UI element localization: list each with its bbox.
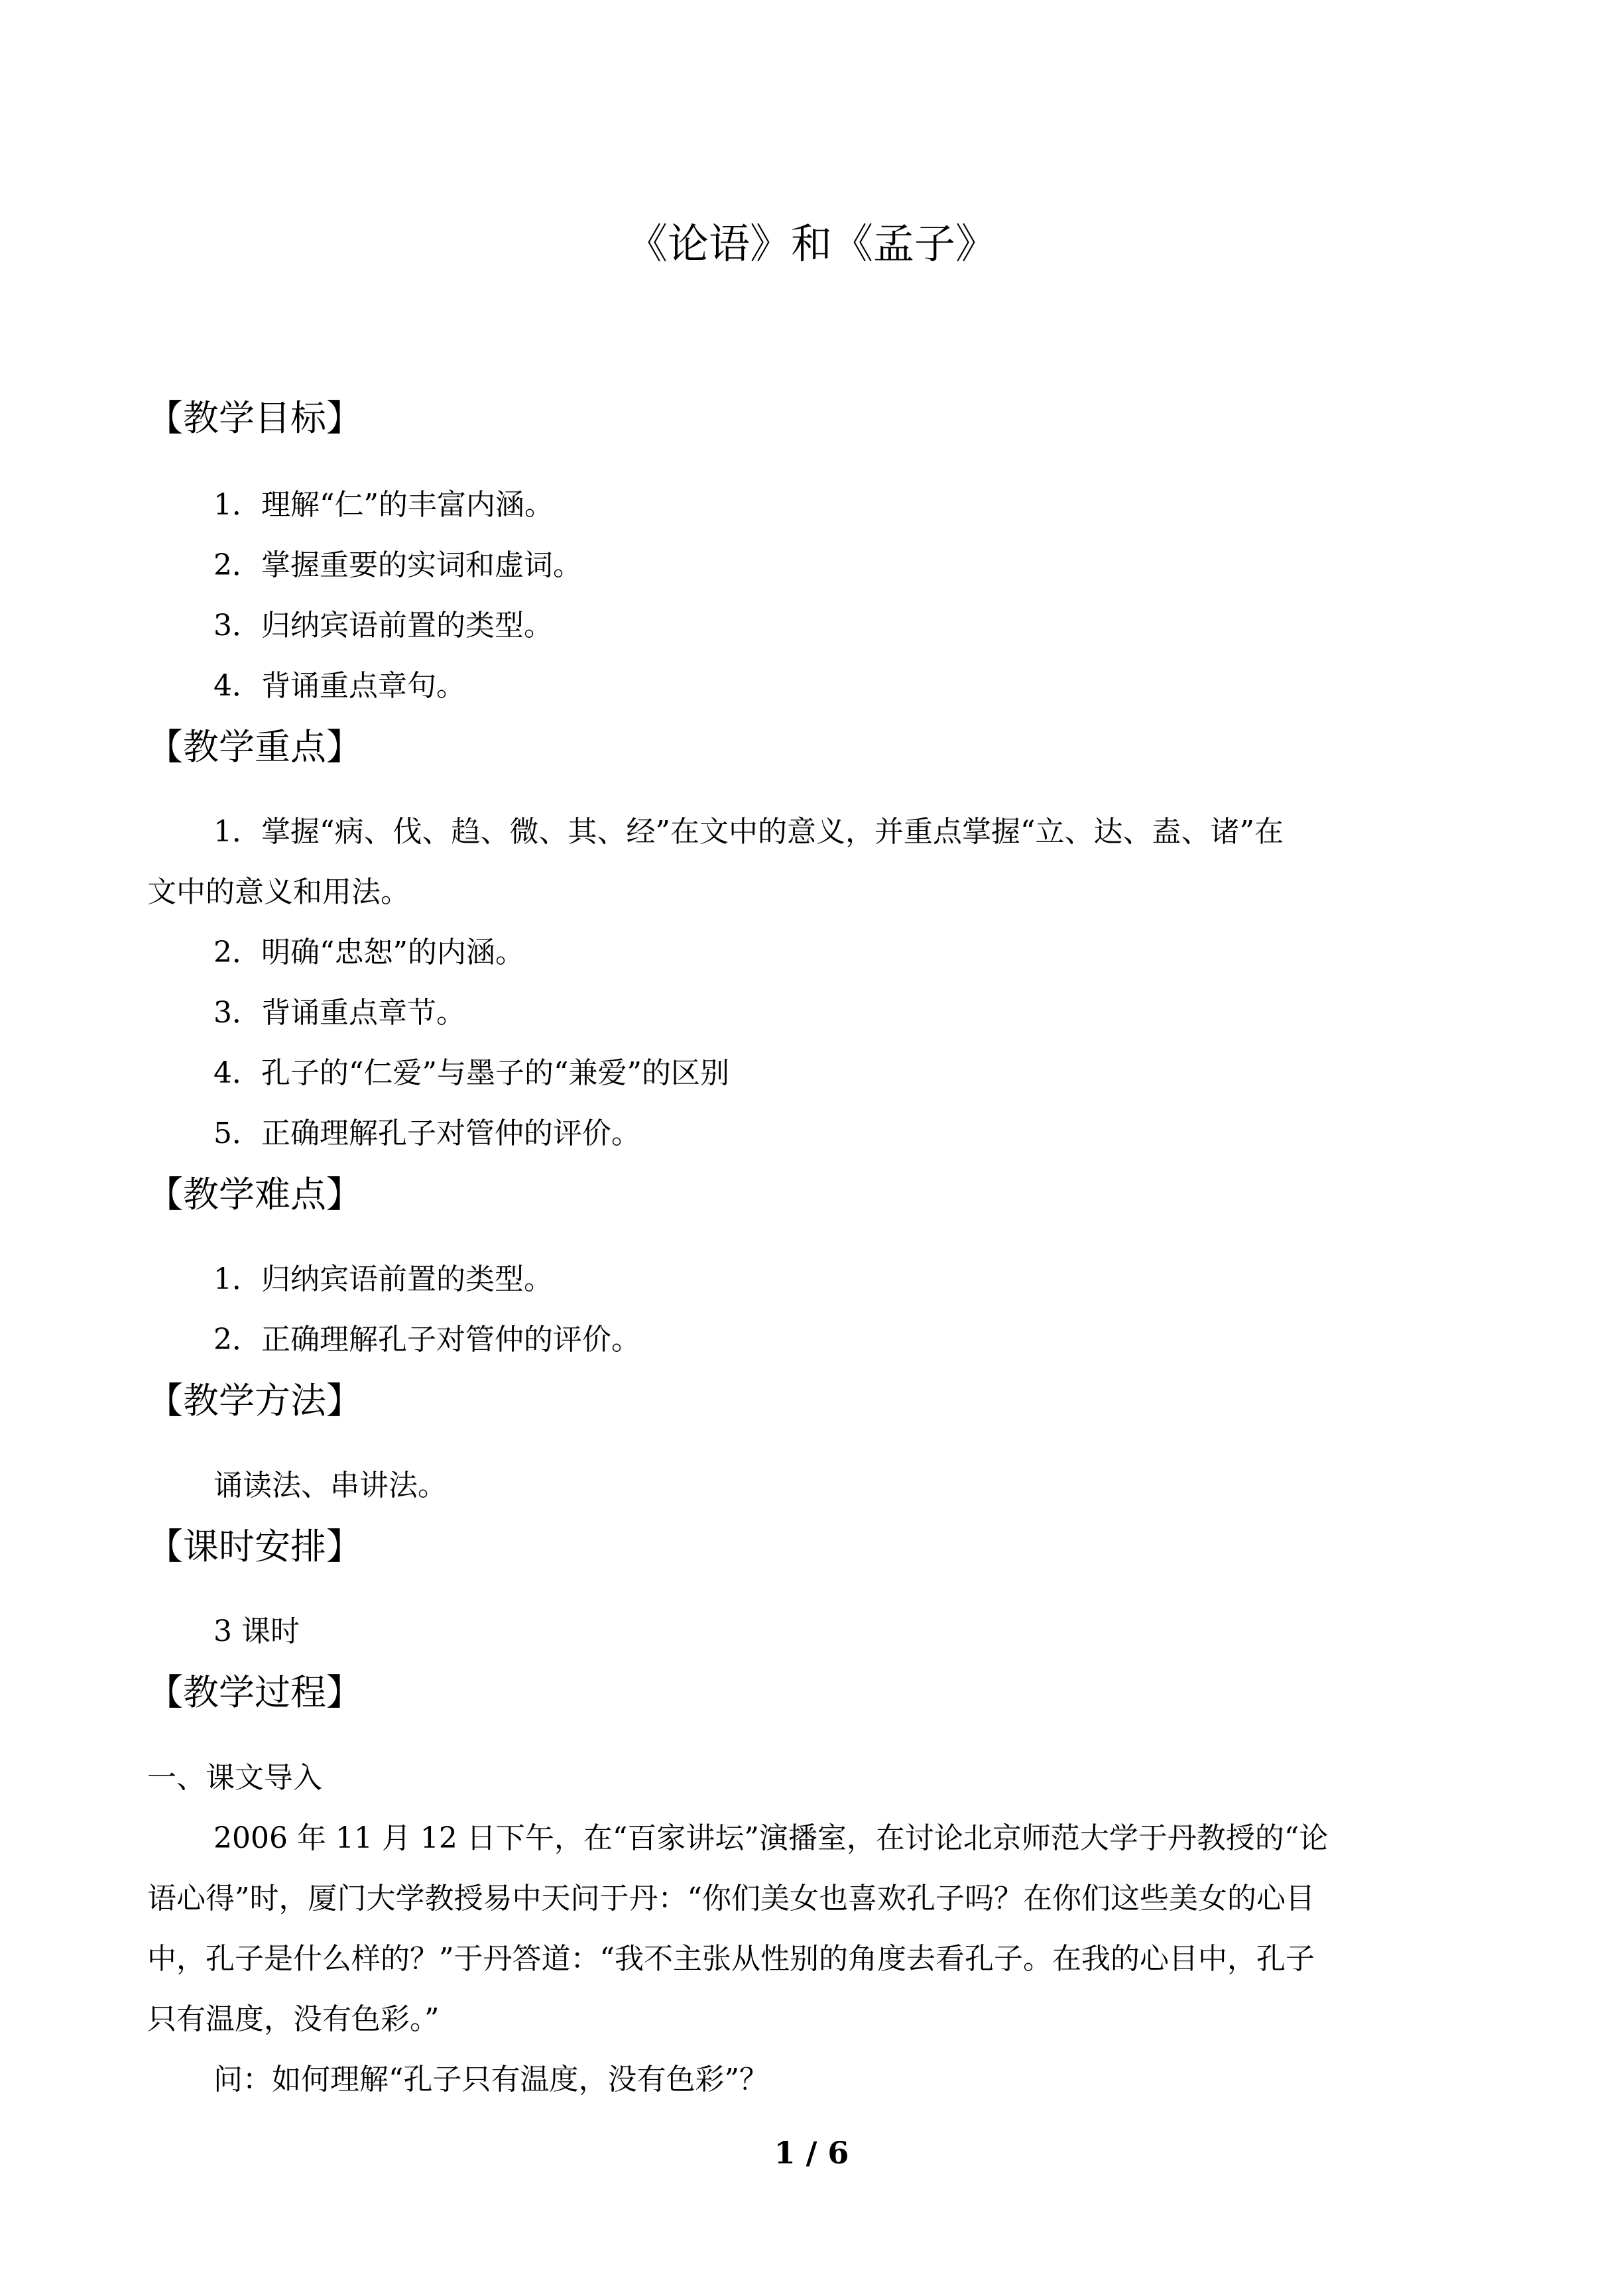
- methods-text: 诵读法、串讲法。: [213, 1469, 447, 1502]
- difficulty-item: 1．归纳宾语前置的类型。: [213, 1262, 553, 1296]
- schedule-text: 3 课时: [213, 1614, 300, 1648]
- process-subheading: 一、课文导入: [147, 1761, 322, 1795]
- heading-methods: 【教学方法】: [147, 1380, 362, 1421]
- objective-item: 3．归纳宾语前置的类型。: [213, 609, 553, 642]
- key-point-item-continued: 文中的意义和用法。: [147, 875, 410, 909]
- intro-paragraph-line: 语心得”时，厦门大学教授易中天问于丹：“你们美女也喜欢孔子吗？在你们这些美女的心目: [147, 1882, 1315, 1915]
- intro-paragraph-line: 只有温度，没有色彩。”: [147, 2002, 440, 2036]
- intro-paragraph-line: 中，孔子是什么样的？”于丹答道：“我不主张从性别的角度去看孔子。在我的心目中，孔子: [147, 1942, 1315, 1976]
- objective-item: 1．理解“仁”的丰富内涵。: [213, 488, 554, 522]
- page-title: 《论语》和《孟子》: [626, 219, 996, 268]
- key-point-item: 5．正确理解孔子对管仲的评价。: [213, 1117, 640, 1150]
- page-number: 1 / 6: [774, 2135, 849, 2171]
- key-point-item: 2．明确“忠恕”的内涵。: [213, 936, 524, 969]
- key-point-item: 1．掌握“病、伐、趋、微、其、经”在文中的意义，并重点掌握“立、达、盍、诸”在: [213, 815, 1284, 849]
- objective-item: 2．掌握重要的实词和虚词。: [213, 548, 582, 582]
- intro-question: 问：如何理解“孔子只有温度，没有色彩”？: [213, 2063, 768, 2096]
- key-point-item: 3．背诵重点章节。: [213, 996, 465, 1030]
- difficulty-item: 2．正确理解孔子对管仲的评价。: [213, 1323, 640, 1357]
- heading-schedule: 【课时安排】: [147, 1526, 362, 1567]
- heading-objectives: 【教学目标】: [147, 397, 362, 439]
- heading-difficulties: 【教学难点】: [147, 1174, 362, 1215]
- key-point-item: 4．孔子的“仁爱”与墨子的“兼爱”的区别: [213, 1056, 729, 1090]
- intro-paragraph-line: 2006 年 11 月 12 日下午，在“百家讲坛”演播室，在讨论北京师范大学于丹教授的“论: [213, 1821, 1329, 1855]
- heading-key-points: 【教学重点】: [147, 726, 362, 768]
- heading-process: 【教学过程】: [147, 1671, 362, 1713]
- objective-item: 4．背诵重点章句。: [213, 669, 465, 703]
